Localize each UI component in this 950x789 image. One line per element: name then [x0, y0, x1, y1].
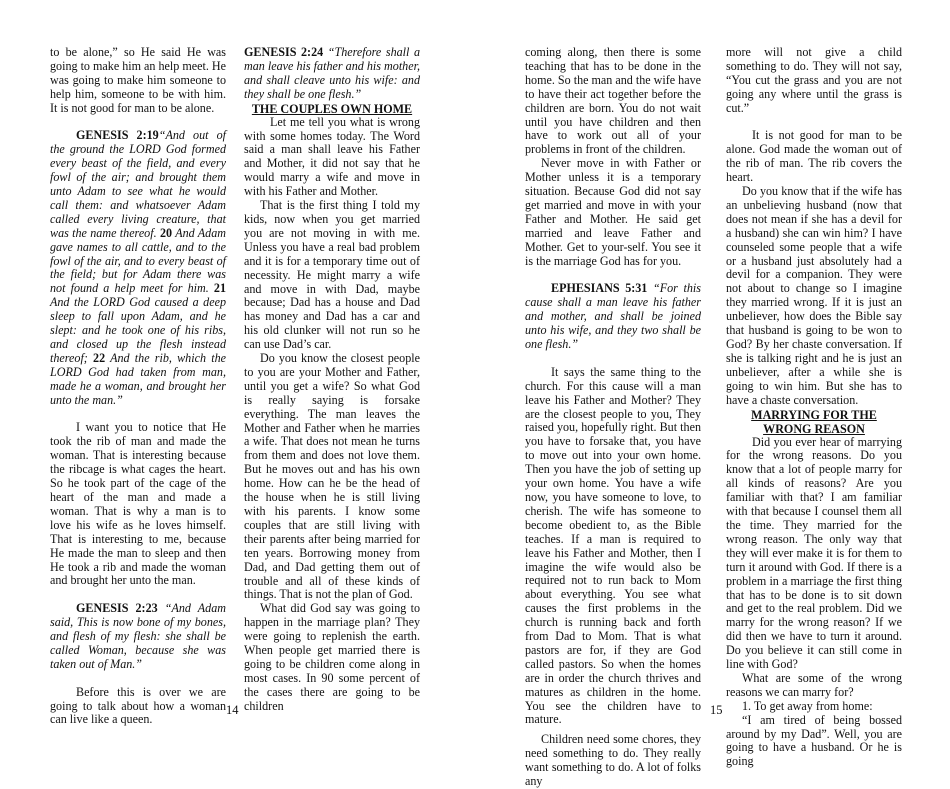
scripture-text: And the rib, which the LORD God had taken from man, made he a woman, and brought her unto the man.”	[50, 350, 226, 407]
paragraph: Do you know that if the wife has an unbelieving husband (now that does not mean if she has a devil for a husband) she can win him? I have counseled some people that a wife or a husband just absolutely had a devil for a companion. They were not about to change so I imagine they married wrong. If it is just an unbeliever, how does the Bible say that husband is going to be won to God? By her chaste conversation. If she is talking right and he is just an unbeliever, after a while she is going to win him. But she has to have a chaste conversation.	[726, 184, 902, 407]
paragraph: Never move in with Father or Mother unless it is a temporary situation. Because God did not say get married and move in with your Father and Mother. He said get married and leave Father and Mother. Get to your-self. You see it is the marriage God has for you.	[525, 156, 701, 268]
paragraph: That is the first thing I told my kids, now when you get married you are not moving in with me. Unless you have a real bad problem and it is for a temporary time out of necessity. He might marry a wife and move in with Dad, maybe because; Dad has a house and Dad has money and Dad has a car and his old clunker will not run so he can use Dad’s car.	[244, 198, 420, 352]
scripture-text: “And out of the ground the LORD God formed every beast of the field, and every fowl of the air; and brought them unto Adam to see what he would call them: and whatsoever Adam called every living creature, that was the name thereof.	[50, 128, 227, 240]
verse-number: 20	[159, 225, 173, 240]
scripture-reference: GENESIS 2:19	[76, 128, 159, 143]
paragraph: “I am tired of being bossed around by my Dad”. Well, you are going to have a husband. Or he is going	[726, 712, 902, 769]
scripture-text: “Therefore shall a man leave his father and his mother, and shall cleave unto his wife: and they shall be one flesh.”	[244, 45, 421, 101]
paragraph: What did God say was going to happen in the marriage plan? They were going to replenish the earth. When people get married there is going to be children come along in most cases. In 90 some percent of the cases there are going to be children	[244, 601, 420, 713]
verse-number: 22	[93, 350, 106, 365]
paragraph: Children need some chores, they need something to do. They really want something to do. A lot of folks any	[525, 732, 701, 789]
paragraph: I want you to notice that He took the rib of man and made the woman. That is interesting because the ribcage is what cages the heart. So he took part of the cage of the heart of the man and made a woman. That is why a man is to love his wife as he loves himself. That is interesting to me, because He made the man to sleep and then He took a rib and made the woman and brought her unto the man.	[50, 420, 226, 588]
paragraph: It says the same thing to the church. For this cause will a man leave his Father and Mother? They are the closest people to you, They raised you, hopefully right. But then you have to forsake that, you have to move out into your own home. Then you have the job of setting up your own home. You have a wife now, you have someone to love, to cherish. The wife has someone to become obedient to, as the Bible teaches. If a man is required to leave his Father and Mother, then I imagine the wife would also be required not to run back to Mom about everything. You see what causes the first problems in the church is running back and forth from Dad to Mom. That is what pastors are for, if they are God called pastors. So when the homes are in order the church thrives and matures as children in the home. You see the children have to mature.	[525, 364, 701, 727]
section-heading: MARRYING FOR THE WRONG REASON	[751, 407, 877, 436]
page14-column-right	[244, 46, 420, 714]
paragraph: more will not give a child something to do. They will not say, “You cut the grass and you are not going any where until the grass is cut.”	[726, 45, 902, 115]
paragraph: It is not good for man to be alone. God made the woman out of the rib of man. The rib covers the heart.	[726, 128, 902, 185]
paragraph: to be alone,” so He said He was going to make him an help meet. He was going to make him someone to help him, someone to be with him. It is not good for man to be alone.	[50, 45, 226, 115]
page15-column-right	[726, 46, 902, 769]
scripture-quote	[244, 46, 420, 102]
scripture-text: And the LORD God caused a deep sleep to fall upon Adam, and he slept: and he took one of his ribs, and closed up the flesh instead thereof;	[50, 295, 226, 365]
paragraph: Let me tell you what is wrong with some homes today. The Word said a man shall leave his Father and Mother, it did not say that he would marry a wife and move in with his Father and Mother.	[244, 114, 420, 199]
list-item: 1. To get away from home:	[742, 698, 873, 713]
paragraph: Did you ever hear of marrying for the wrong reasons. Do you know that a lot of people marry for all kinds of reasons? Are you familiar with that? I am familiar with that because I counsel them all the time. They married for the wrong reason. The only way that they will ever make it is for them to turn it around with God. If there is a problem in a marriage the first thing that has to be done is to sit down and get to the real problem. Did we marry for the wrong reason? If we did then we have to turn it around. Do you believe it can still come in line with God?	[726, 434, 902, 672]
page-number: 15	[710, 703, 723, 717]
scripture-reference: GENESIS 2:23	[76, 601, 158, 616]
scripture-quote	[50, 129, 226, 407]
scripture-text: “For this cause shall a man leave his father and mother, and shall be joined unto his wife, and they two shall be one flesh.”	[525, 281, 701, 352]
paragraph: Before this is over we are going to talk about how a woman can live like a queen.	[50, 684, 226, 727]
scripture-reference: GENESIS 2:24	[244, 45, 324, 59]
page15-column-left	[525, 46, 701, 789]
verse-number: 21	[213, 281, 226, 296]
page-number: 14	[226, 703, 239, 717]
scripture-text: And Adam gave names to all cattle, and to the fowl of the air, and to every beast of the field; but for Adam there was not found a help meet for him.	[50, 225, 226, 296]
page14-column-left	[50, 46, 226, 727]
paragraph: coming along, then there is some teaching that has to be done in the home. So the man and the wife have to have their act together before the children are born. You do not wait until you have children and then have to work out all of your problems in front of the children.	[525, 45, 701, 157]
paragraph: What are some of the wrong reasons we can marry for?	[726, 670, 902, 699]
paragraph: Do you know the closest people to you are your Mother and Father, until you get a wife? So what God is really saying is forsake everything. The man leaves the Mother and Father when he marries a wife. That does not mean he turns from them and does not love them. But he moves out and has his own home. How can he be the head of the house when he is still living with his parents. I know some couples that are still living with their parents after being married for ten years. Borrowing money from Dad, and Dad getting them out of trouble and all of these kinds of things. That is not the plan of God.	[244, 351, 420, 602]
scripture-text: “And Adam said, This is now bone of my bones, and flesh of my flesh: she shall be called Woman, because she was taken out of Man.”	[50, 601, 226, 671]
scripture-reference: EPHESIANS 5:31	[551, 281, 648, 296]
scripture-quote	[525, 282, 701, 352]
scripture-quote	[50, 602, 226, 672]
section-heading: THE COUPLES OWN HOME	[251, 101, 413, 116]
